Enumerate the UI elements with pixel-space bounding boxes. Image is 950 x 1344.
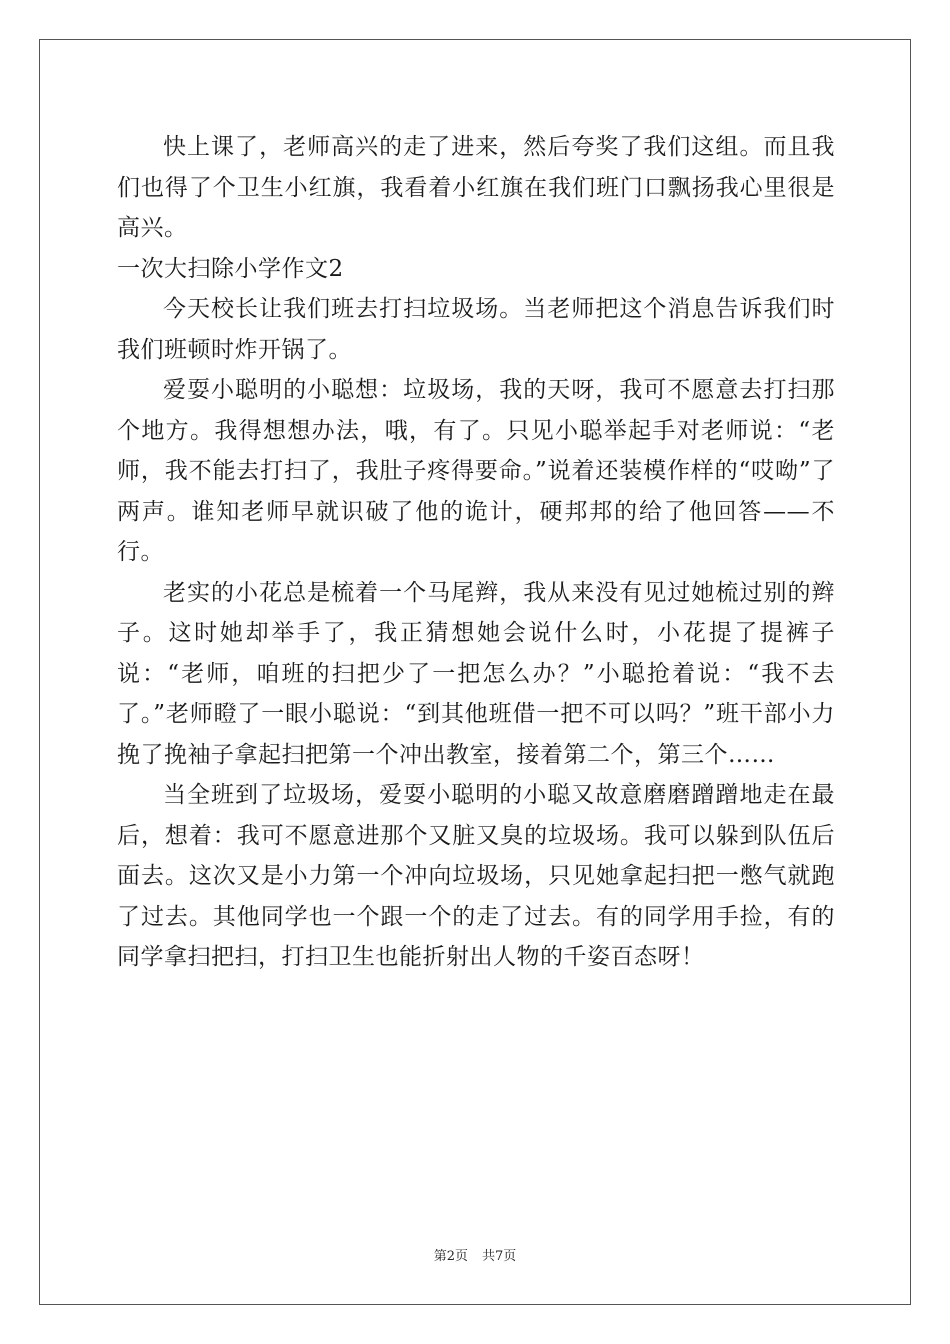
- page-number: 第2页: [433, 1249, 468, 1264]
- page-footer: [0, 1248, 950, 1266]
- document-body: [117, 127, 835, 978]
- paragraph: 今天校长让我们班去打扫垃圾场。当老师把这个消息告诉我们时我们班顿时炸开锅了。: [117, 296, 835, 363]
- paragraph: 快上课了，老师高兴的走了进来，然后夸奖了我们这组。而且我们也得了个卫生小红旗，我看着小红旗在我们班门口飘扬我心里很是高兴。: [117, 134, 835, 241]
- page-total: 共7页: [482, 1249, 517, 1264]
- section-heading: 一次大扫除小学作文2: [117, 255, 344, 282]
- paragraph: 爱耍小聪明的小聪想：垃圾场，我的天呀，我可不愿意去打扫那个地方。我得想想办法，哦，有了。只见小聪举起手对老师说：“老师，我不能去打扫了，我肚子疼得要命。”说着还装模作样的“哎呦”了两声。谁知老师早就识破了他的诡计，硬邦邦的给了他回答——不行。: [117, 377, 835, 565]
- paragraph: 老实的小花总是梳着一个马尾辫，我从来没有见过她梳过别的辫子。这时她却举手了，我正猜想她会说什么时，小花提了提裤子说：“老师，咱班的扫把少了一把怎么办？”小聪抢着说：“我不去了。”老师瞪了一眼小聪说：“到其他班借一把不可以吗？”班干部小力挽了挽袖子拿起扫把第一个冲出教室，接着第二个，第三个……: [117, 579, 835, 768]
- paragraph: 当全班到了垃圾场，爱耍小聪明的小聪又故意磨磨蹭蹭地走在最后，想着：我可不愿意进那个又脏又臭的垃圾场。我可以躲到队伍后面去。这次又是小力第一个冲向垃圾场，只见她拿起扫把一憋气就跑了过去。其他同学也一个跟一个的走了过去。有的同学用手捡，有的同学拿扫把扫，打扫卫生也能折射出人物的千姿百态呀！: [117, 782, 835, 970]
